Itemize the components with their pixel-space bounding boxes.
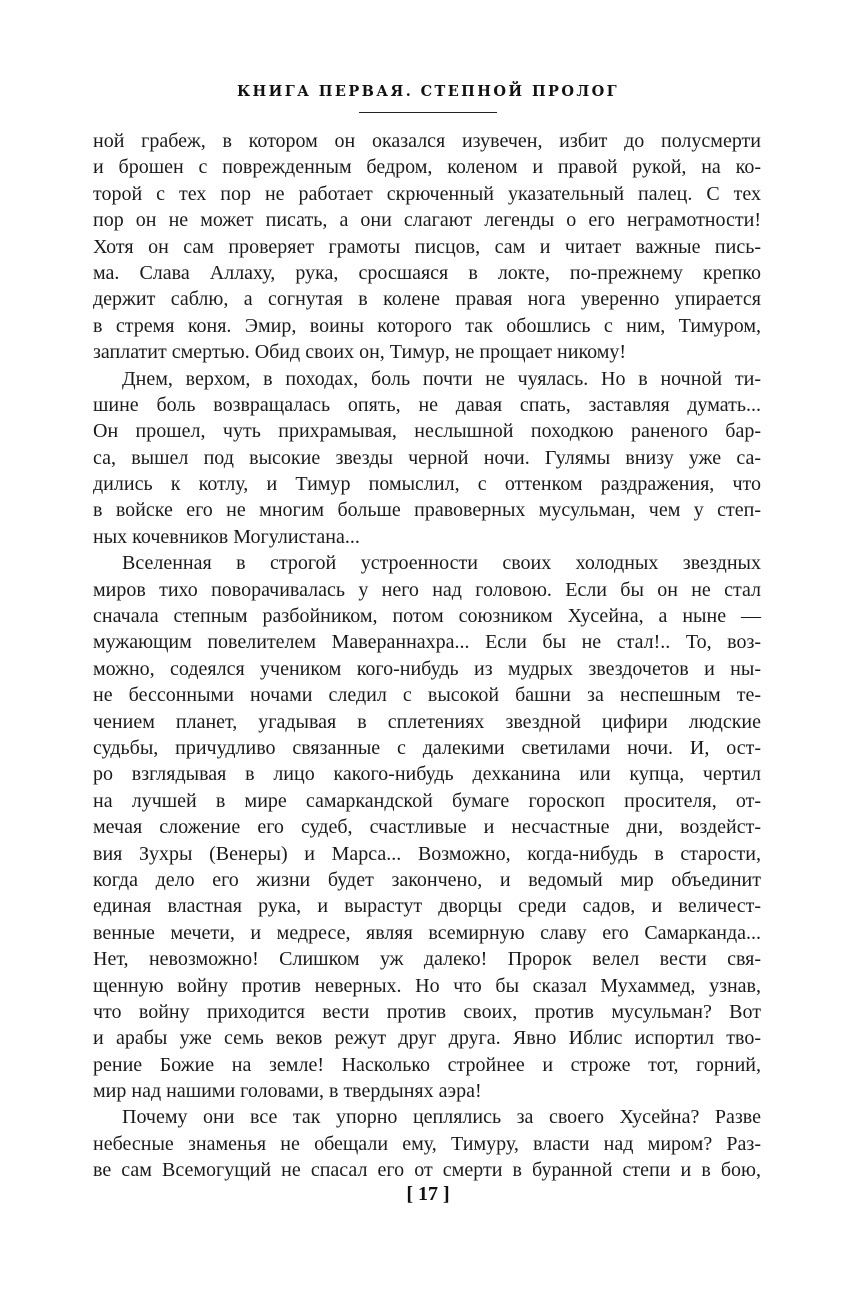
text-line: на лучшей в мире самаркандской бумаге гороскоп просителя, от- xyxy=(93,789,761,812)
paragraph xyxy=(93,550,761,1104)
text-line: заплатит смертью. Обид своих он, Тимур, не прощает никому! xyxy=(93,341,627,364)
paragraph xyxy=(93,1104,761,1183)
text-line: и брошен с поврежденным бедром, коленом и правой рукой, на ко- xyxy=(93,156,761,179)
text-line: Хотя он сам проверяет грамоты писцов, сам и читает важные пись- xyxy=(93,235,761,258)
text-line: дились к котлу, и Тимур помыслил, с оттенком раздражения, что xyxy=(93,473,761,496)
paragraph xyxy=(93,128,761,366)
text-line: рение Божие на земле! Насколько стройнее и строже тот, горний, xyxy=(93,1053,761,1076)
text-line: щенную войну против неверных. Но что бы сказал Мухаммед, узнав, xyxy=(93,974,761,997)
text-line: торой с тех пор не работает скрюченный указательный палец. С тех xyxy=(93,182,761,205)
text-line: мечая сложение его судеб, счастливые и несчастные дни, воздейст- xyxy=(93,816,761,839)
text-line: не бессонными ночами следил с высокой башни за неспешным те- xyxy=(93,684,761,707)
text-line: шине боль возвращалась опять, не давая спать, заставляя думать... xyxy=(93,393,761,416)
text-line: в стремя коня. Эмир, воины которого так обошлись с ним, Тимуром, xyxy=(93,314,761,337)
text-line: венные мечети, и медресе, являя всемирную славу его Самарканда... xyxy=(93,921,761,944)
body-text xyxy=(93,128,761,1184)
text-line: ве сам Всемогущий не спасал его от смерти в буранной степи и в бою, xyxy=(93,1159,761,1182)
text-line: чением планет, угадывая в сплетениях звездной цифири людские xyxy=(93,710,761,733)
text-line: пор он не может писать, а они слагают легенды о его неграмотности! xyxy=(93,209,761,232)
text-line: ма. Слава Аллаху, рука, сросшаяся в локте, по-прежнему крепко xyxy=(93,261,761,284)
text-line: и арабы уже семь веков режут друг друга. Явно Иблис испортил тво- xyxy=(93,1027,761,1050)
text-line: когда дело его жизни будет закончено, и ведомый мир объединит xyxy=(93,868,761,891)
running-head: КНИГА ПЕРВАЯ. СТЕПНОЙ ПРОЛОГ xyxy=(236,83,620,100)
text-line: мужающим повелителем Мавераннахра... Если бы не стал!.. То, воз- xyxy=(93,631,761,654)
text-line: ных кочевников Могулистана... xyxy=(93,525,360,548)
text-line: са, вышел под высокие звезды черной ночи. Гулямы внизу уже са- xyxy=(93,446,761,469)
text-line: сначала степным разбойником, потом союзником Хусейна, а ныне — xyxy=(93,605,761,628)
text-line: Нет, невозможно! Слишком уж далеко! Пророк велел вести свя- xyxy=(93,948,761,971)
paragraph xyxy=(93,366,761,551)
text-line: судьбы, причудливо связанные с далекими светилами ночи. И, ост- xyxy=(93,736,761,759)
text-line: ной грабеж, в котором он оказался изувечен, избит до полусмерти xyxy=(93,130,761,152)
text-line: можно, содеялся учеником кого-нибудь из мудрых звездочетов и ны- xyxy=(93,657,761,680)
text-line: мир над нашими головами, в твердынях аэра! xyxy=(93,1080,482,1103)
text-line: Днем, верхом, в походах, боль почти не чуялась. Но в ночной ти- xyxy=(122,367,761,390)
text-line: единая властная рука, и вырастут дворцы среди садов, и величест- xyxy=(93,895,761,918)
text-line: ро взглядывая в лицо какого-нибудь дехканина или купца, чертил xyxy=(93,763,761,786)
text-line: держит саблю, а согнутая в колене правая нога уверенно упирается xyxy=(93,288,761,311)
text-line: небесные знаменья не обещали ему, Тимуру, власти над миром? Раз- xyxy=(93,1132,761,1155)
text-line: в войске его не многим больше правоверных мусульман, чем у степ- xyxy=(93,499,761,522)
head-rule xyxy=(359,112,497,113)
text-line: Вселенная в строгой устроенности своих холодных звездных xyxy=(122,552,761,575)
text-line: вия Зухры (Венеры) и Марса... Возможно, когда-нибудь в старости, xyxy=(93,842,761,865)
text-line: Почему они все так упорно цеплялись за своего Хусейна? Разве xyxy=(122,1106,761,1129)
text-line: что войну приходится вести против своих, против мусульман? Вот xyxy=(93,1000,761,1023)
page-number: [ 17 ] xyxy=(406,1183,450,1205)
text-line: Он прошел, чуть прихрамывая, неслышной походкою раненого бар- xyxy=(93,420,761,443)
text-line: миров тихо поворачивалась у него над головою. Если бы он не стал xyxy=(93,578,761,601)
